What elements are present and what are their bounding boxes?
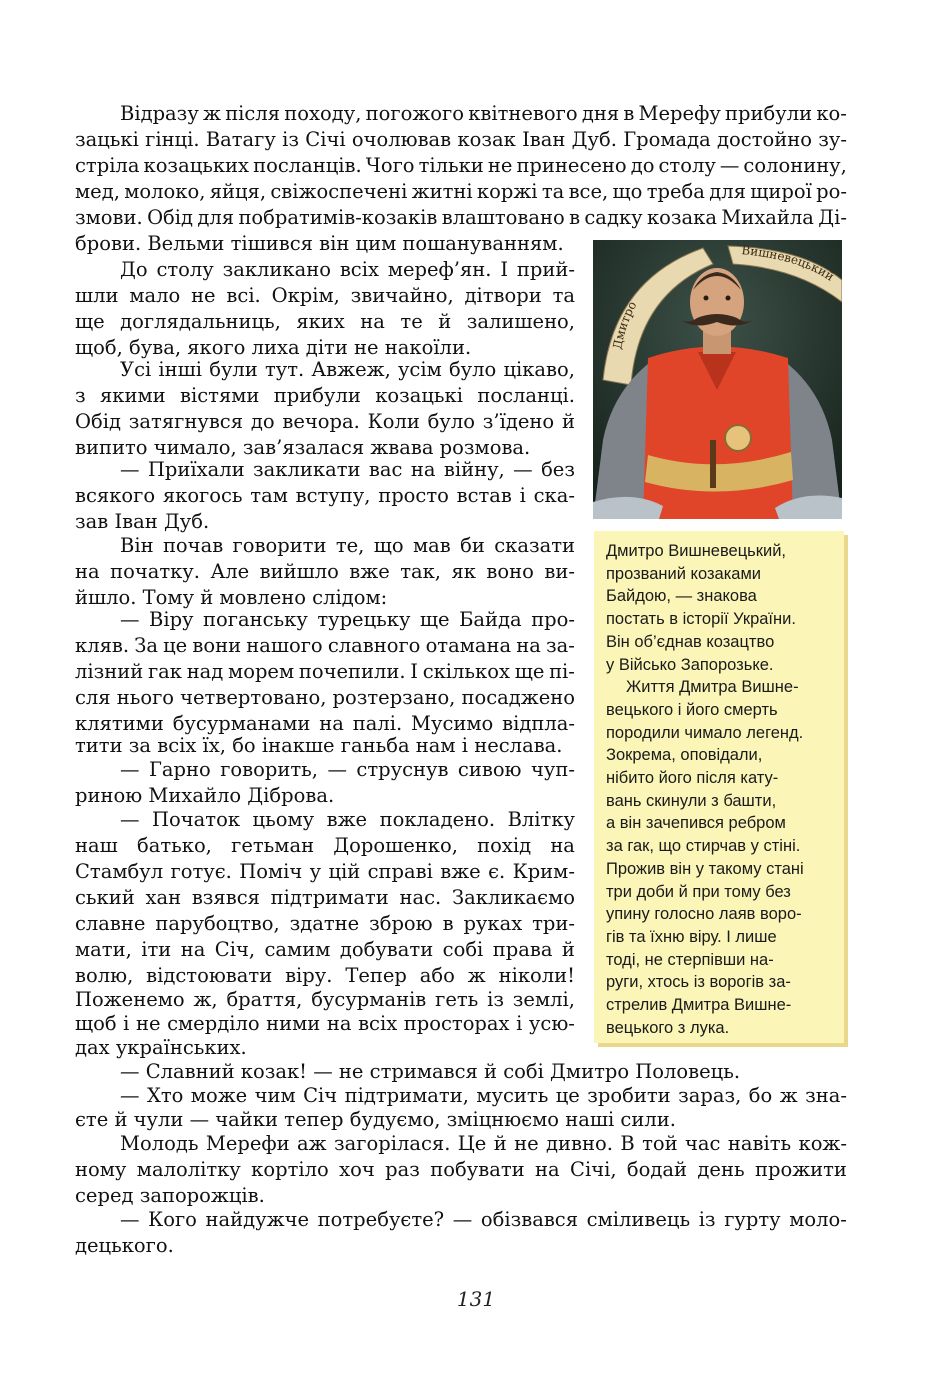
- caption-line: упину голосно лаяв воро-: [606, 905, 802, 924]
- caption-line: прозваний козаками: [606, 564, 762, 583]
- caption-line: руги, хтось із ворогів за-: [606, 973, 791, 992]
- caption-line: Прожив він у такому стані: [606, 859, 804, 878]
- text-line: Усі інші були тут. Авжеж, усім було цікаво,: [120, 358, 575, 381]
- text-line: мати, іти на Січ, самим добувати собі права й: [75, 938, 575, 961]
- text-line: клятими бусурманами на палі. Мусимо відпла-: [75, 712, 575, 735]
- caption-line: вань скинули з башти,: [606, 791, 777, 810]
- text-line: на початку. Але вийшло вже так, як воно ви-: [75, 560, 575, 583]
- text-line: сля нього четвертовано, розтерзано, посаджено: [75, 686, 575, 709]
- text-line: дах українських.: [75, 1036, 247, 1059]
- text-line: з якими вістями прибули козацькі посланці.: [75, 384, 575, 407]
- text-line: Він почав говорити те, що мав би сказати: [120, 534, 575, 557]
- text-line: шли мало не всі. Окрім, звичайно, дітвори та: [75, 284, 575, 307]
- caption-line: постать в історії України.: [606, 610, 796, 629]
- portrait-caption: [594, 531, 844, 1043]
- text-line: брови. Вельми тішився він цим пошануванням.: [75, 232, 564, 255]
- text-line: Стамбул готує. Поміч у цій справі вже є. Крим-: [75, 860, 575, 883]
- text-line: — Гарно говорить, — струснув сивою чуп-: [120, 758, 575, 781]
- text-line: ще доглядальниць, яких на те й залишено,: [75, 310, 575, 333]
- text-line: лізний гак над морем почепили. І скількох ще пі-: [75, 660, 575, 683]
- text-line: Поженемо ж, браття, бусурманів геть із землі,: [75, 988, 575, 1011]
- caption-line: стрелив Дмитра Вишне-: [606, 996, 792, 1015]
- page-number: 131: [456, 1287, 496, 1311]
- text-line: До столу закликано всіх мереф’ян. І прий-: [120, 258, 575, 281]
- text-line: — Хто може чим Січ підтримати, мусить це зробити зараз, бо ж зна-: [120, 1084, 847, 1107]
- text-line: — Початок цьому вже покладено. Влітку: [120, 808, 575, 831]
- text-line: — Кого найдужче потребуєте? — обізвався сміливець із гурту моло-: [120, 1208, 847, 1231]
- caption-line: Байдою, — знакова: [606, 587, 757, 606]
- text-line: Відразу ж після походу, погожого квітневого дня в Мерефу прибули ко-: [120, 102, 847, 125]
- text-line: всякого якогось там вступу, просто встав і ска-: [75, 484, 575, 507]
- text-line: — Віру поганську турецьку ще Байда про-: [120, 608, 575, 631]
- text-line: мед, молоко, яйця, свіжоспечені житні коржі та все, що треба для щирої ро-: [75, 180, 847, 203]
- caption-line: тоді, не стерпівши на-: [606, 950, 774, 969]
- text-line: зацькі гінці. Ватагу із Січі очолював козак Іван Дуб. Громада достойно зу-: [75, 128, 847, 151]
- caption-line: нібито його після кату-: [606, 769, 779, 788]
- caption-line: три доби й при тому без: [606, 882, 791, 901]
- banner-text-right: Вишневецький: [740, 243, 837, 284]
- caption-line: вецького з лука.: [606, 1018, 730, 1037]
- caption-line: гів та їхню віру. І лише: [606, 927, 777, 946]
- text-line: серед запорожців.: [75, 1184, 265, 1207]
- caption-line: Життя Дмитра Вишне-: [626, 678, 799, 697]
- text-line: волю, відстоювати віру. Тепер або ж ніколи!: [75, 964, 575, 987]
- text-line: змови. Обід для побратимів-козаків влаштовано в садку козака Михайла Ді-: [75, 206, 847, 229]
- text-line: Обід затягнувся до вечора. Коли було з’їдено й: [75, 410, 575, 433]
- text-line: щоб і не смерділо ними на всіх просторах і усю-: [75, 1012, 575, 1035]
- text-line: кляв. За це вони нашого славного отамана на за-: [75, 634, 575, 657]
- text-line: наш батько, гетьман Дорошенко, похід на: [75, 834, 575, 857]
- text-line: ному малолітку кортіло хоч раз побувати на Січі, бодай день прожити: [75, 1158, 847, 1181]
- caption-line: Він об’єднав козацтво: [606, 632, 775, 651]
- caption-line: Зокрема, оповідали,: [606, 746, 763, 765]
- text-line: — Приїхали закликати вас на війну, — без: [120, 458, 575, 481]
- text-line: риною Михайло Діброва.: [75, 784, 335, 807]
- text-line: випито чимало, зав’язалася жвава розмова.: [75, 436, 531, 459]
- text-line: славне парубоцтво, здатне зброю в руках три-: [75, 912, 575, 935]
- text-line: йшло. Тому й мовлено слідом:: [75, 586, 388, 609]
- text-line: децького.: [75, 1234, 174, 1257]
- text-line: тити за всіх їх, бо інакше ганьба нам і неслава.: [75, 734, 563, 757]
- portrait-image: [593, 240, 842, 519]
- text-line: ський хан взявся підтримати нас. Закликаємо: [75, 886, 575, 909]
- text-line: — Славний козак! — не стримався й собі Дмитро Половець.: [120, 1060, 741, 1083]
- text-line: щоб, бува, якого лиха діти не накоїли.: [75, 336, 472, 359]
- banner-text-left: Дмитро: [610, 298, 640, 351]
- cossack-portrait-illustration: [593, 240, 842, 519]
- caption-line: у Військо Запорозьке.: [606, 655, 774, 674]
- caption-line: а він зачепився ребром: [606, 814, 786, 833]
- text-line: стріла козацьких посланців. Чого тільки не принесено до столу — солонину,: [75, 154, 847, 177]
- text-line: єте й чули — чайки тепер будуємо, зміцнюємо наші сили.: [75, 1108, 676, 1131]
- caption-line: за гак, що стирчав у стіні.: [606, 837, 801, 856]
- text-line: Молодь Мерефи аж загорілася. Це й не дивно. В той час навіть кож-: [120, 1132, 847, 1155]
- caption-line: Дмитро Вишневецький,: [606, 542, 787, 560]
- text-line: зав Іван Дуб.: [75, 510, 210, 533]
- caption-line: вецького і його смерть: [606, 700, 778, 719]
- caption-line: породили чимало легенд.: [606, 723, 804, 742]
